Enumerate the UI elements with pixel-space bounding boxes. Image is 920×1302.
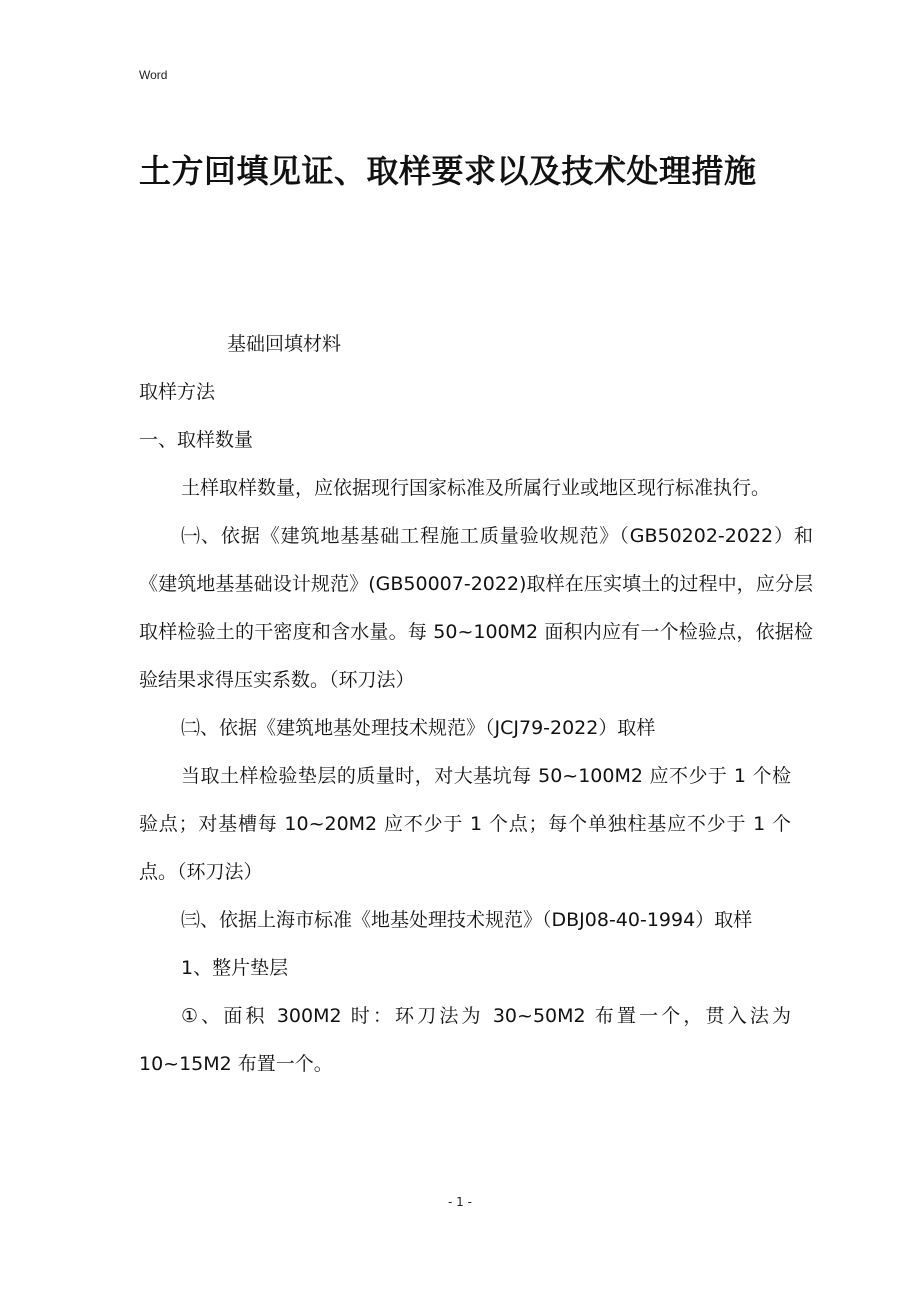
document-title: 土方回填见证、取样要求以及技术处理措施 [139,152,757,190]
header-label: Word [139,68,168,82]
subtitle: 取样方法 [139,381,216,403]
paragraph: ㈡、依据《建筑地基处理技术规范》（JCJ79-2022）取样 [181,717,656,739]
section-heading: 基础回填材料 [227,333,342,355]
paragraph: 当取土样检验垫层的质量时，对大基坑每 50~100M2 应不少于 1 个检验点；对基槽每 10~20M2 应不少于 1 个点；每个单独柱基应不少于 1 个点。（环刀法） [139,765,791,883]
paragraph: 土样取样数量，应依据现行国家标准及所属行业或地区现行标准执行。 [181,477,771,499]
paragraph: ㈢、依据上海市标准《地基处理技术规范》（DBJ08-40-1994）取样 [181,909,753,931]
page-number: - 1 - [448,1195,472,1209]
paragraph: 1、整片垫层 [181,957,289,979]
part-heading: 一、取样数量 [139,429,254,451]
paragraph: ①、面积 300M2 时：环刀法为 30~50M2 布置一个，贯入法为 10~15M2 布置一个。 [139,1005,791,1075]
document-body [139,320,813,1088]
paragraph: ㈠、依据《建筑地基基础工程施工质量验收规范》（GB50202-2022）和《建筑地基基础设计规范》(GB50007-2022)取样在压实填土的过程中，应分层取样检验土的干密度和含水量。每 50~100M2 面积内应有一个检验点，依据检验结果求得压实系数。（环刀法） [139,525,813,691]
